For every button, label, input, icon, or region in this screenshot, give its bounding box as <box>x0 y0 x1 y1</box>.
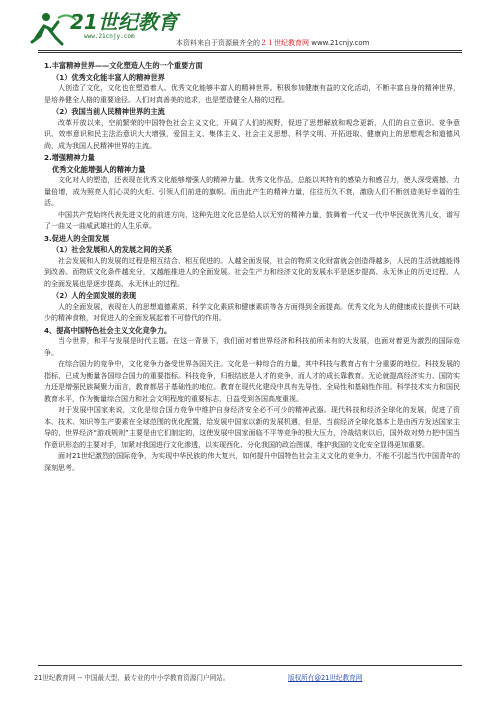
paragraph: 社会发展和人的发展的过程是相互结合、相互促进的。人越全面发展，社会的物质文化财富就会创造得越多，人民的生活就越能得到改善。而物质文化条件越充分，又越能推进人的全面发展。社会生产力和经济文化的发展水平是逐步提高、永无休止的历史过程，人的全面发展也是逐步提高、永无休止的过程。 <box>44 256 460 288</box>
section-heading: 1.丰富精神世界——文化塑造人生的一个重要方面 <box>44 61 203 70</box>
header-divider-2 <box>38 52 462 53</box>
header-note-link[interactable]: ２１世纪教育网 <box>260 39 309 47</box>
footer-text: 21世纪教育网 -- 中国最大型、最专业的中小学教育资源门户网站。 <box>34 674 230 682</box>
subsection-heading: 优秀文化能增强人的精神力量 <box>52 164 146 174</box>
paragraph: 当今世界，和平与发展是时代主题。在这一背景下，我们面对着世界经济和科技前所未有的大发展，也面对着更为激烈的国际竞争。 <box>44 337 460 357</box>
paragraph: 改革开放以来，空前繁荣的中国特色社会主义文化，开阔了人们的视野，促进了思想解放和观念更新，人们的自立意识、竞争意识、效率意识和民主法治意识大大增强，爱国主义、集体主义、社会主义思想、科学文明、开拓进取、健康向上的思想观念和道德风尚，成为我国人民精神世界的主流。 <box>44 118 460 150</box>
subsection-heading: （2）我国当前人民精神世界的主流 <box>52 107 165 116</box>
section-heading: 2.增强精神力量 <box>44 153 95 162</box>
paragraph: 在综合国力的竞争中，文化竞争力备受世界各国关注。文化是一种综合的力量，其中科技与教育占有十分重要的地位。科技发展的指标，已成为衡量各国综合国力的重要指标。科技竞争，归根结底是人才的竞争，而人才的成长靠教育。无论就提高经济实力、国防实力还是增强民族凝聚力而言，教育都居于基础性的地位。教育在现代化建设中具有先导性、全局性和基础性作用。科学技术实力和国民教育水平，作为衡量综合国力和社会文明程度的重要标志，日益受到各国高度重视。 <box>44 360 460 403</box>
section-heading: 4、提高中国特色社会主义文化竞争力。 <box>44 325 172 335</box>
logo-text: 21世纪教育 <box>70 10 178 34</box>
paragraph: 对于发展中国家来说，文化是综合国力竞争中维护自身经济安全必不可少的精神武器。现代科技和经济全球化的发展，促进了资本、技术、知识等生产要素在全球范围的优化配置，给发展中国家以新的发展机遇，但是，当前经济全球化基本上是由西方发达国家主导的，世界经济“游戏规则”主要是由它们制定的，这使发展中国家面临不平等竞争的极大压力，冷战结束以后，国外敌对势力把中国当作意识形态的主要对手，加紧对我国进行文化渗透，以实现西化、分化我国的政治图谋，维护我国的文化安全显得更加重要。 <box>44 406 460 449</box>
paragraph: 面对21世纪激烈的国际竞争，为实现中华民族的伟大复兴，如何提升中国特色社会主义文化的竞争力，不能不引起当代中国青年的深刻思考。 <box>44 452 460 472</box>
footer-divider <box>38 665 462 666</box>
page-header <box>0 0 500 52</box>
header-divider <box>38 50 462 51</box>
logo-url: www.21cnjy.com <box>84 33 135 40</box>
header-note-suffix[interactable]: www.21cnjy.com <box>309 39 370 47</box>
header-note <box>176 38 369 48</box>
footer-copyright-link[interactable]: 版权所有@21世纪教育网 <box>288 674 363 682</box>
subsection-heading: （1）优秀文化能丰富人的精神世界 <box>52 72 165 82</box>
header-note-prefix: 本资料来自于资源最齐全的 <box>176 39 260 47</box>
section-heading: 3.促进人的全面发展 <box>44 233 110 243</box>
paragraph: 人的全面发展，表现在人的思想道德素质、科学文化素质和健康素质等各方面得到全面提高。优秀文化为人的健康成长提供不可缺少的精神食粮，对促进人的全面发展起着不可替代的作用。 <box>44 302 460 322</box>
paragraph: 文化对人的塑造，还表现在优秀文化能够增强人的精神力量。优秀文化作品，总能以其特有的感染力和感召力，使人深受震撼、力量倍增，成为照亮人们心灵的火炬、引领人们前进的旗帜。而由此产生的精神力量，往往历久不衰，激励人们不断创造美好幸福的生活。 <box>44 176 460 207</box>
paragraph: 人创造了文化，文化也在塑造着人。优秀文化能够丰富人的精神世界。积极参加健康有益的文化活动，不断丰富自身的精神世界，是培养健全人格的重要途径。人们对真善美的追求，也是塑造健全人格的过程。 <box>44 84 460 104</box>
paragraph: 中国共产党始终代表先进文化的前进方向，这种先进文化总是给人以无穷的精神力量，鼓舞着一代又一代中华民族优秀儿女，谱写了一曲又一曲威武雄壮的人生乐章。 <box>44 210 460 230</box>
document-body <box>44 60 460 474</box>
subsection-heading: （2）人的全面发展的表现 <box>52 291 137 300</box>
subsection-heading: （1）社会发展和人的发展之间的关系 <box>52 245 173 254</box>
